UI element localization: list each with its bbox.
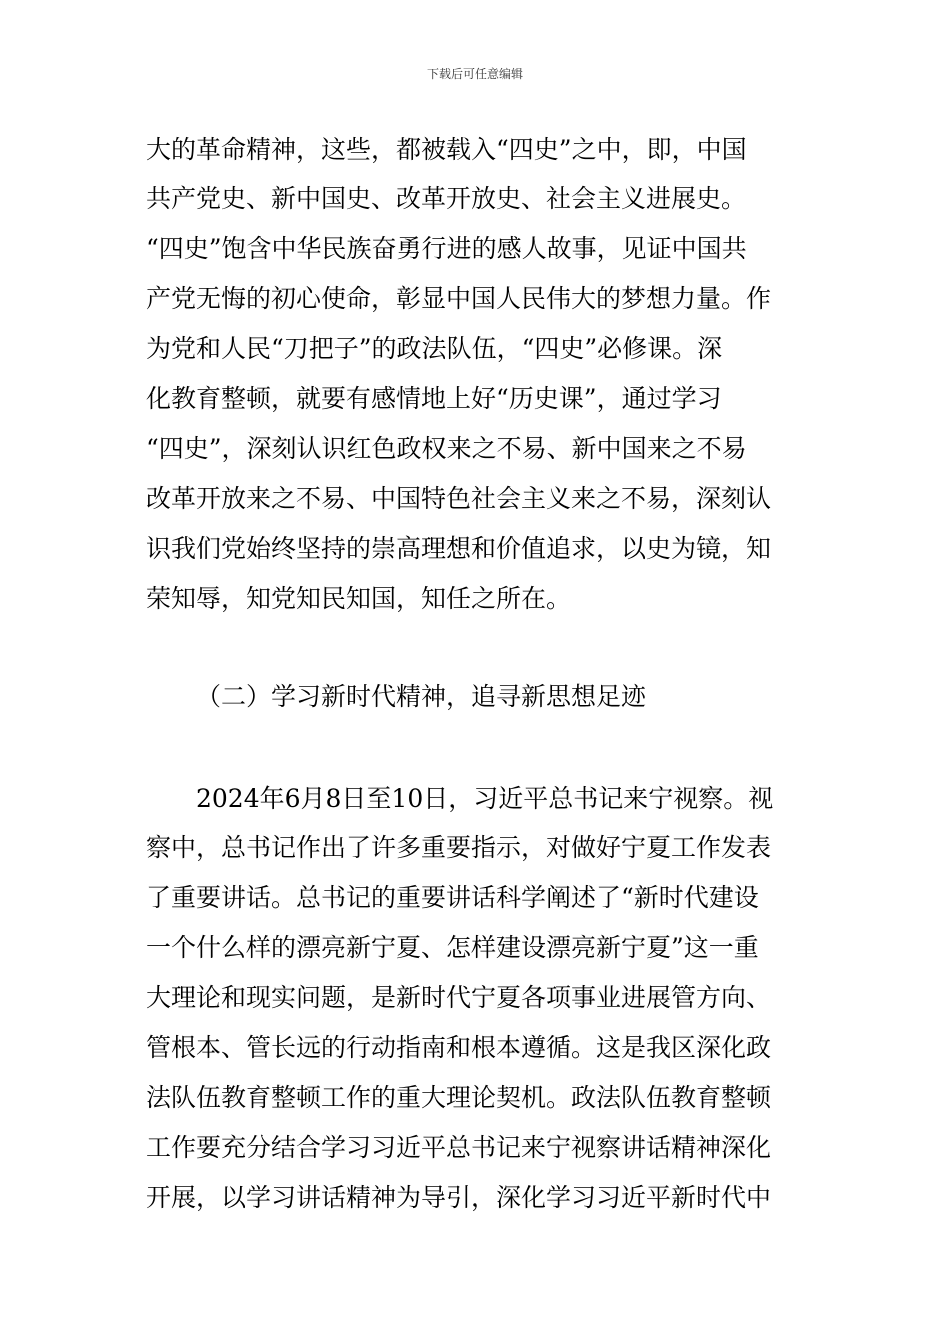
paragraph-1-line-5: 为党和人民“刀把子”的政法队伍，“四史”必修课。深 xyxy=(146,334,723,363)
paragraph-2-line-2: 察中，总书记作出了许多重要指示，对做好宁夏工作发表 xyxy=(146,833,772,862)
paragraph-1-line-4: 产党无悔的初心使命，彰显中国人民伟大的梦想力量。作 xyxy=(146,284,772,313)
paragraph-1-line-6: 化教育整顿，就要有感情地上好“历史课”，通过学习 xyxy=(146,384,722,413)
paragraph-2-line-3: 了重要讲话。总书记的重要讲话科学阐述了“新时代建设 xyxy=(146,883,759,912)
paragraph-1-line-9: 识我们党始终坚持的崇高理想和价值追求，以史为镜，知 xyxy=(146,534,772,563)
paragraph-2-line-8: 工作要充分结合学习习近平总书记来宁视察讲话精神深化 xyxy=(146,1133,772,1162)
paragraph-2-line-6: 管根本、管长远的行动指南和根本遵循。这是我区深化政 xyxy=(146,1033,772,1062)
paragraph-1-line-7: “四史”，深刻认识红色政权来之不易、新中国来之不易 xyxy=(146,434,747,463)
paragraph-1-line-8: 改革开放来之不易、中国特色社会主义来之不易，深刻认 xyxy=(146,484,772,513)
paragraph-2-line-1: 2024年6月8日至10日，习近平总书记来宁视察。视 xyxy=(196,784,774,813)
paragraph-1-line-1: 大的革命精神，这些，都被载入“四史”之中，即，中国 xyxy=(146,135,747,164)
paragraph-2-line-5: 大理论和现实问题，是新时代宁夏各项事业进展管方向、 xyxy=(146,983,772,1012)
paragraph-1-line-2: 共产党史、新中国史、改革开放史、社会主义进展史。 xyxy=(146,184,747,213)
page-header: 下载后可任意编辑 xyxy=(426,67,523,81)
paragraph-1-line-3: “四史”饱含中华民族奋勇行进的感人故事，见证中国共 xyxy=(146,234,747,263)
paragraph-2-line-4: 一个什么样的漂亮新宁夏、怎样建设漂亮新宁夏”这一重 xyxy=(146,933,759,962)
section-heading: （二）学习新时代精神，追寻新思想足迹 xyxy=(196,682,647,711)
paragraph-2-line-7: 法队伍教育整顿工作的重大理论契机。政法队伍教育整顿 xyxy=(146,1083,772,1112)
paragraph-1-line-10: 荣知辱，知党知民知国，知任之所在。 xyxy=(146,584,572,613)
paragraph-2-line-9: 开展，以学习讲话精神为导引，深化学习习近平新时代中 xyxy=(146,1183,772,1212)
